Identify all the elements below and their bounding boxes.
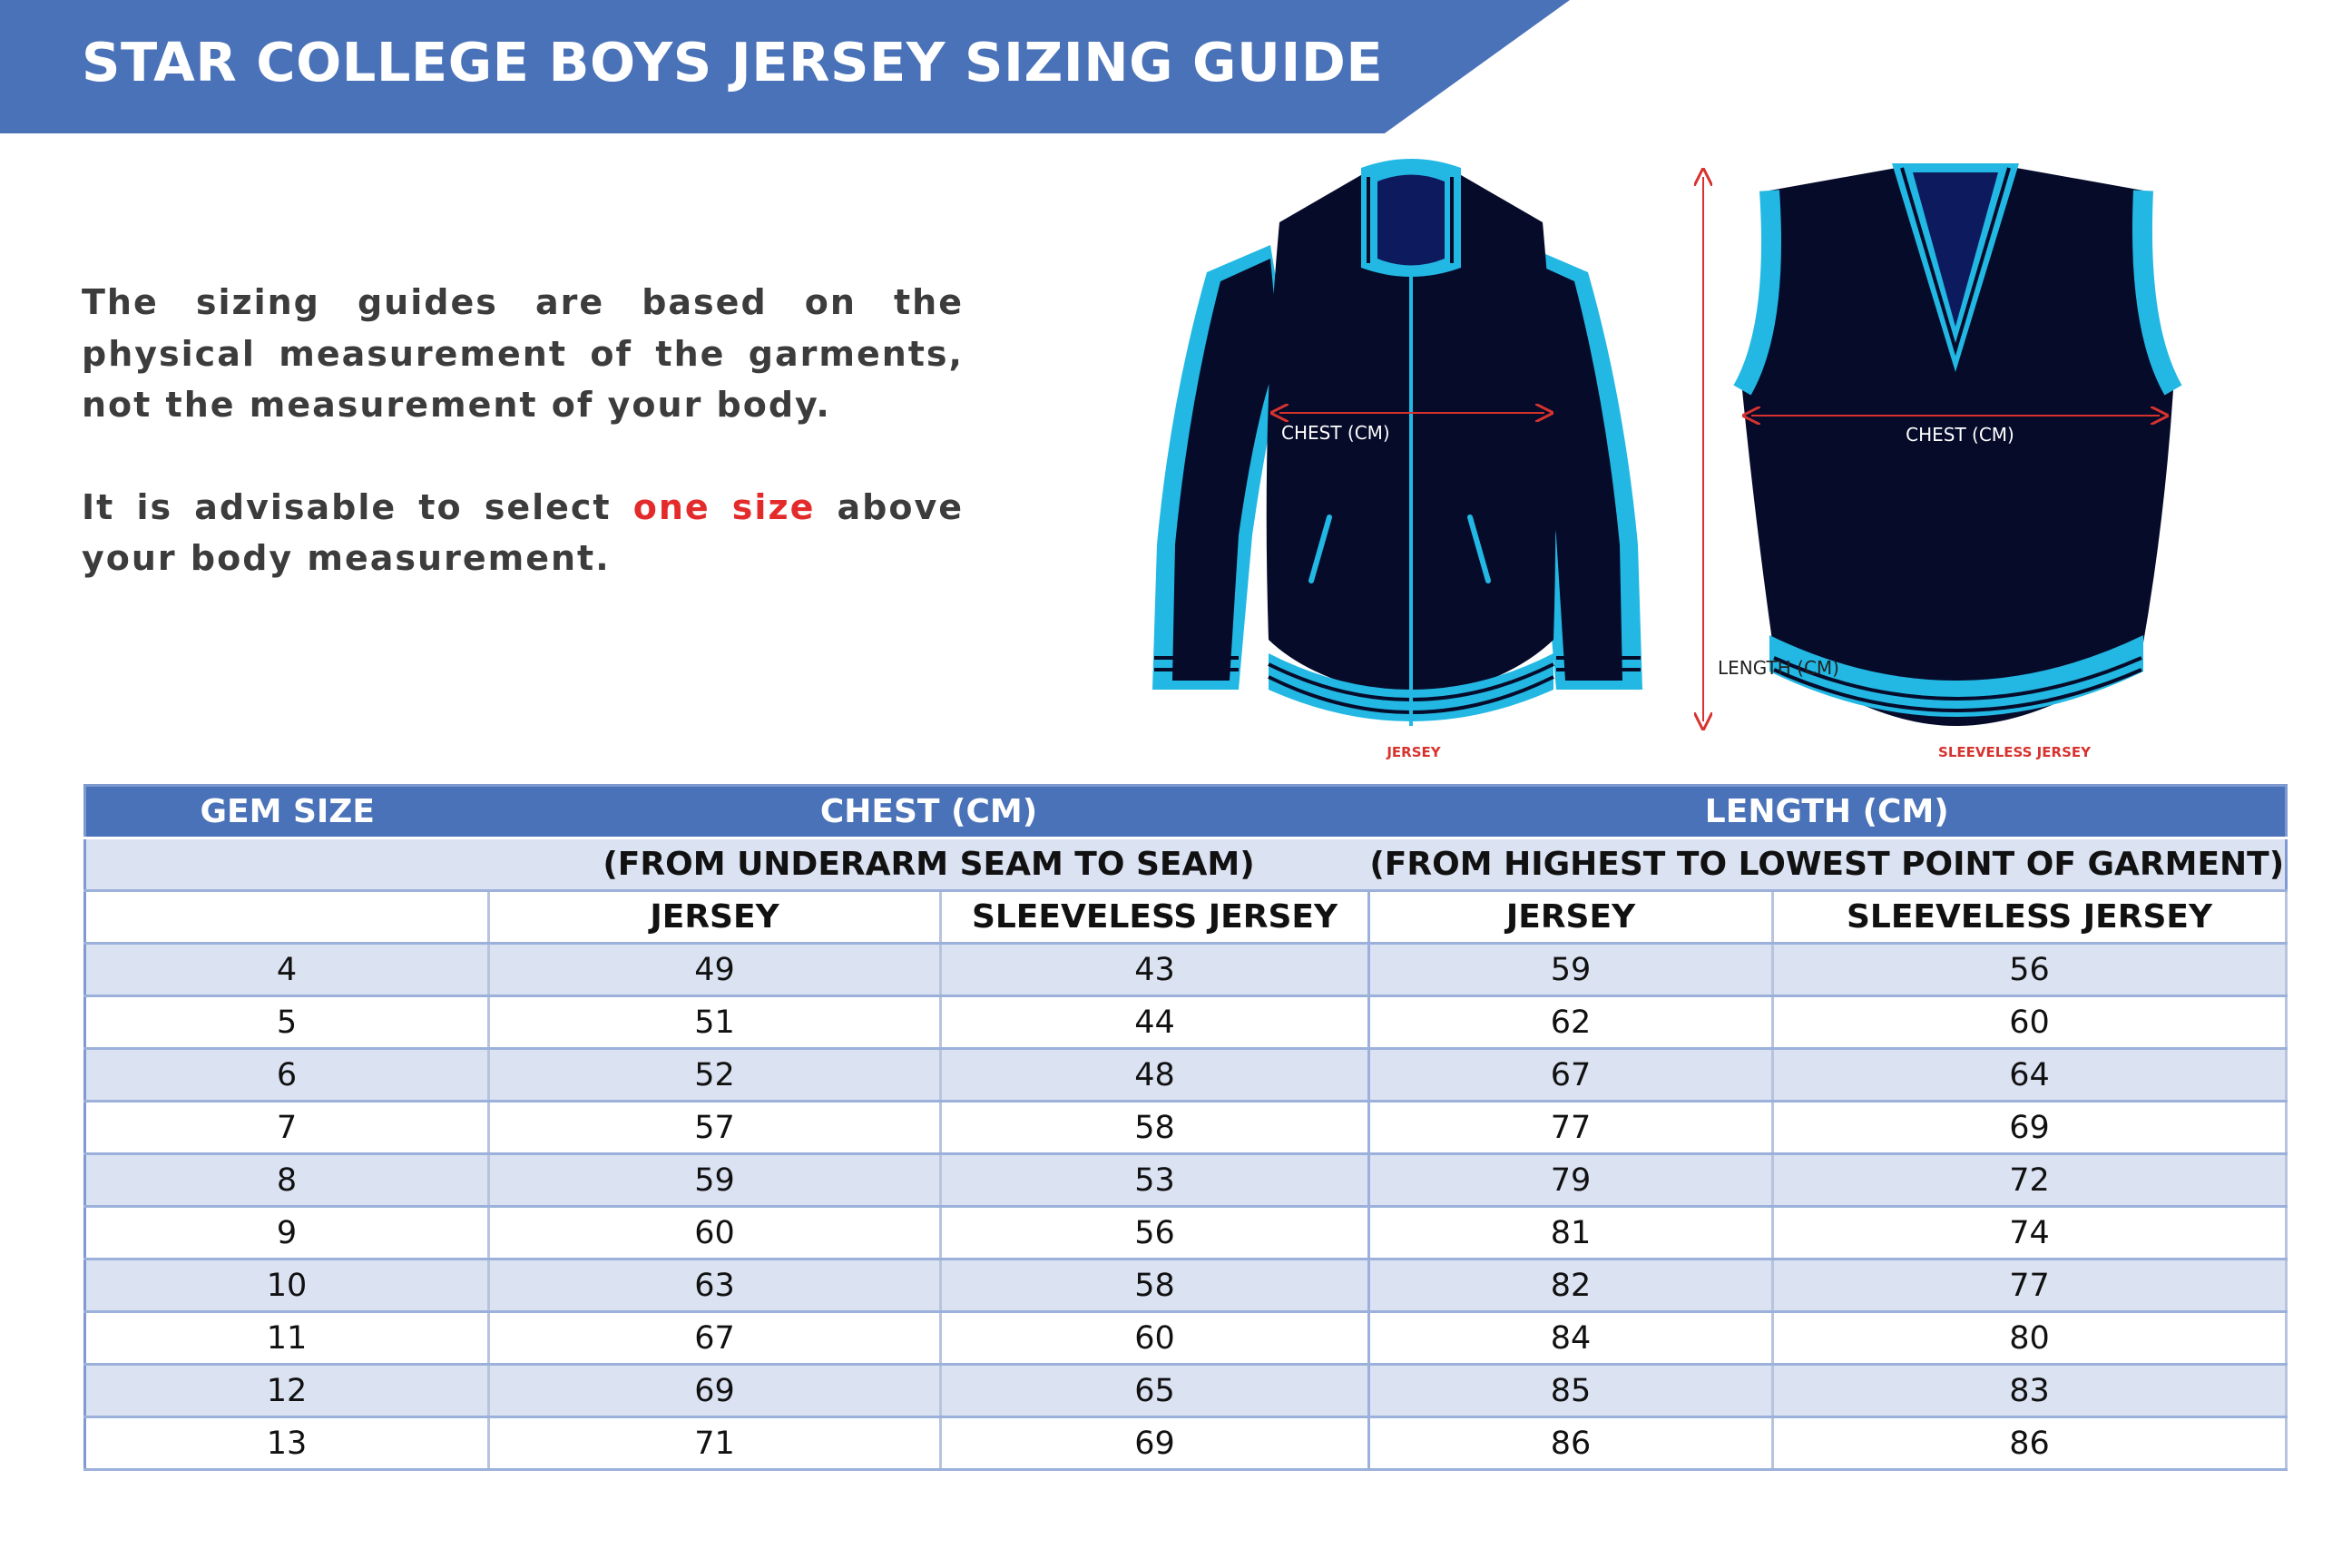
table-row <box>85 1417 2287 1470</box>
chest-jersey-cell: 71 <box>489 1417 941 1470</box>
length-jersey-cell: 85 <box>1369 1365 1773 1417</box>
table-row <box>85 944 2287 996</box>
gem-size-cell: 9 <box>85 1207 489 1259</box>
length-sleeveless-cell: 69 <box>1773 1102 2287 1154</box>
length-jersey-cell: 77 <box>1369 1102 1773 1154</box>
length-sleeveless-cell: 56 <box>1773 944 2287 996</box>
intro-paragraph-2: It is advisable to select one size above your body measurement. <box>82 486 964 578</box>
length-jersey-cell: 79 <box>1369 1154 1773 1207</box>
col-chest-header: CHEST (CM) <box>489 786 1369 838</box>
length-jersey-header: JERSEY <box>1369 891 1773 944</box>
intro-paragraph-1: The sizing guides are based on the physical measurement of the garments, not the measurement of your body. <box>82 282 964 425</box>
jersey-chest-label: CHEST (CM) <box>1281 422 1390 444</box>
sizing-table <box>83 784 2288 1471</box>
chest-sleeveless-cell: 65 <box>941 1365 1369 1417</box>
gem-size-cell: 6 <box>85 1049 489 1102</box>
garment-illustrations <box>1134 145 2269 780</box>
length-sleeveless-cell: 72 <box>1773 1154 2287 1207</box>
length-jersey-cell: 67 <box>1369 1049 1773 1102</box>
chest-jersey-cell: 67 <box>489 1312 941 1365</box>
chest-sleeveless-cell: 56 <box>941 1207 1369 1259</box>
gem-size-cell: 11 <box>85 1312 489 1365</box>
gem-size-cell: 10 <box>85 1259 489 1312</box>
length-sleeveless-cell: 60 <box>1773 996 2287 1049</box>
chest-jersey-cell: 51 <box>489 996 941 1049</box>
chest-sleeveless-cell: 53 <box>941 1154 1369 1207</box>
chest-sleeveless-cell: 48 <box>941 1049 1369 1102</box>
chest-sleeveless-cell: 60 <box>941 1312 1369 1365</box>
highlight-one-size: one size <box>632 486 816 527</box>
chest-sleeveless-cell: 69 <box>941 1417 1369 1470</box>
table-row <box>85 1207 2287 1259</box>
table-row <box>85 1312 2287 1365</box>
gem-size-cell: 13 <box>85 1417 489 1470</box>
length-label: LENGTH (CM) <box>1718 657 1839 679</box>
intro-text <box>82 277 964 584</box>
chest-jersey-cell: 60 <box>489 1207 941 1259</box>
chest-note: (FROM UNDERARM SEAM TO SEAM) <box>489 838 1369 891</box>
chest-jersey-cell: 63 <box>489 1259 941 1312</box>
garment-drawing <box>1134 145 2269 780</box>
chest-jersey-cell: 59 <box>489 1154 941 1207</box>
chest-sleeveless-cell: 43 <box>941 944 1369 996</box>
length-sleeveless-cell: 74 <box>1773 1207 2287 1259</box>
col-length-header: LENGTH (CM) <box>1369 786 2287 838</box>
length-jersey-cell: 62 <box>1369 996 1773 1049</box>
table-header-row <box>85 786 2287 838</box>
chest-jersey-cell: 52 <box>489 1049 941 1102</box>
table-row <box>85 1154 2287 1207</box>
length-jersey-cell: 81 <box>1369 1207 1773 1259</box>
chest-sleeveless-header: SLEEVELESS JERSEY <box>941 891 1369 944</box>
length-sleeveless-cell: 83 <box>1773 1365 2287 1417</box>
length-note: (FROM HIGHEST TO LOWEST POINT OF GARMENT) <box>1369 838 2287 891</box>
chest-jersey-cell: 69 <box>489 1365 941 1417</box>
chest-sleeveless-cell: 58 <box>941 1102 1369 1154</box>
gem-size-cell: 4 <box>85 944 489 996</box>
length-sleeveless-header: SLEEVELESS JERSEY <box>1773 891 2287 944</box>
gem-size-cell: 12 <box>85 1365 489 1417</box>
chest-sleeveless-cell: 58 <box>941 1259 1369 1312</box>
page-title: STAR COLLEGE BOYS JERSEY SIZING GUIDE <box>82 31 1384 93</box>
length-jersey-cell: 82 <box>1369 1259 1773 1312</box>
sleeveless-caption: SLEEVELESS JERSEY <box>1938 744 2091 760</box>
col-gem-size-header: GEM SIZE <box>85 786 489 838</box>
chest-jersey-cell: 57 <box>489 1102 941 1154</box>
table-row <box>85 1049 2287 1102</box>
table-row <box>85 1259 2287 1312</box>
table-row <box>85 1365 2287 1417</box>
vest-chest-label: CHEST (CM) <box>1906 424 2014 446</box>
length-jersey-cell: 84 <box>1369 1312 1773 1365</box>
gem-size-cell: 7 <box>85 1102 489 1154</box>
gem-size-cell: 8 <box>85 1154 489 1207</box>
length-jersey-cell: 59 <box>1369 944 1773 996</box>
chest-jersey-header: JERSEY <box>489 891 941 944</box>
table-subheader-row <box>85 838 2287 891</box>
chest-jersey-cell: 49 <box>489 944 941 996</box>
table-row <box>85 1102 2287 1154</box>
gem-size-cell: 5 <box>85 996 489 1049</box>
length-sleeveless-cell: 64 <box>1773 1049 2287 1102</box>
chest-sleeveless-cell: 44 <box>941 996 1369 1049</box>
table-garment-header-row <box>85 891 2287 944</box>
table-row <box>85 996 2287 1049</box>
jersey-illustration <box>1152 159 1642 726</box>
length-sleeveless-cell: 86 <box>1773 1417 2287 1470</box>
length-jersey-cell: 86 <box>1369 1417 1773 1470</box>
jersey-caption: JERSEY <box>1387 744 1441 760</box>
length-sleeveless-cell: 80 <box>1773 1312 2287 1365</box>
length-sleeveless-cell: 77 <box>1773 1259 2287 1312</box>
